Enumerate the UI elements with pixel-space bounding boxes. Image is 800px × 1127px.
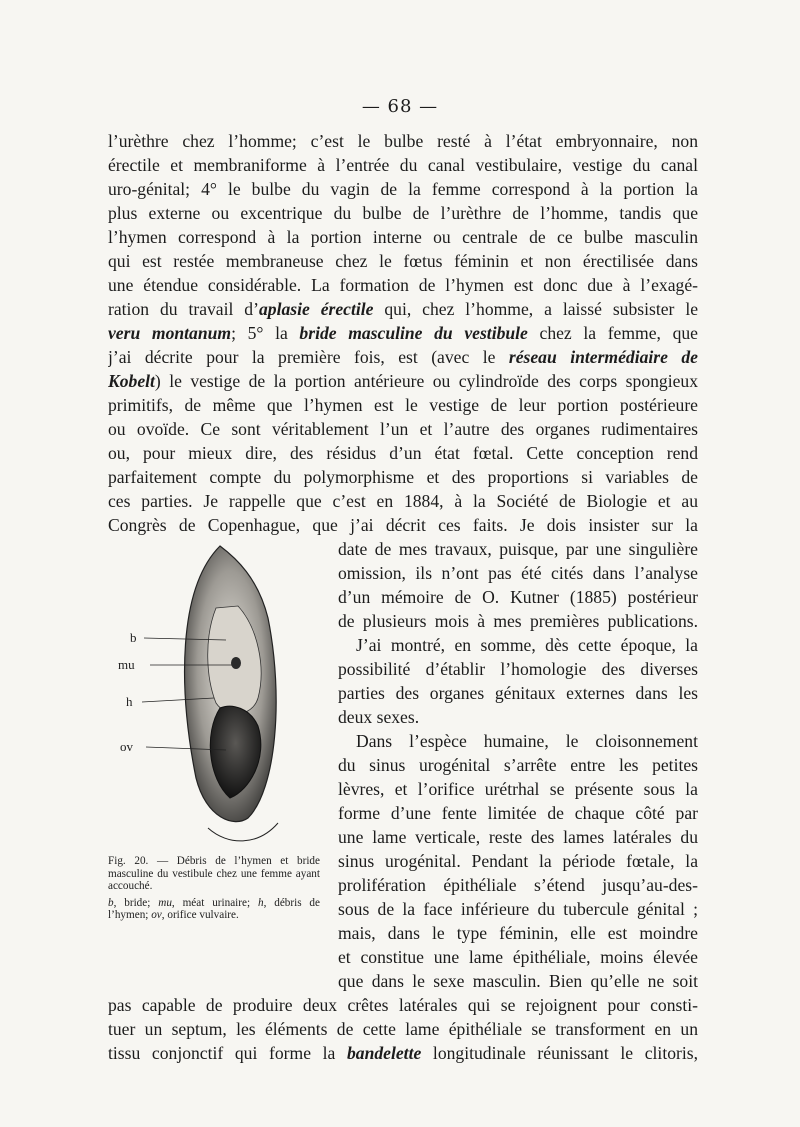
text-line: ou ovoïde. Ce sont véritablement l’un et l’autre des organes rudimentaires [108,419,698,439]
text-line: ration du travail d’aplasie érectile qui, chez l’homme, a laissé subsister le [108,299,698,319]
text-line: Kobelt) le vestige de la portion antérieure ou cylindroïde des corps spongieux [108,371,698,391]
text-line: que dans le sexe masculin. Bien qu’elle ne soit [338,971,698,991]
label-ov: ov [120,739,133,754]
text-line: sous de la face inférieure du tubercule génital ; [338,899,698,919]
text-line: parties des organes génitaux externes dans les [338,683,698,703]
text-line: lèvres, et l’orifice urétrhal se présente sous la [338,779,698,799]
text-line: forme d’une fente limitée de chaque côté par [338,803,698,823]
figure-caption [108,855,320,926]
label-h: h [126,694,133,709]
text-line: tissu conjonctif qui forme la bandelette longitudinale réunissant le clitoris, [108,1043,698,1063]
text-line: l’hymen correspond à la portion interne ou centrale de ce bulbe masculin [108,227,698,247]
meatus-mark [231,657,241,669]
text-line: érectile et membraniforme à l’entrée du canal vestibulaire, vestige du canal [108,155,698,175]
text-line: une étendue considérable. La formation de l’hymen est donc due à l’exagé- [108,275,698,295]
text-line: une lame verticale, reste des lames latérales du [338,827,698,847]
text-line: uro-génital; 4° le bulbe du vagin de la femme correspond à la portion la [108,179,698,199]
text-line: veru montanum; 5° la bride masculine du vestibule chez la femme, que [108,323,698,343]
text-line: qui est restée membraneuse chez le fœtus féminin et non érectilisée dans [108,251,698,271]
figure-20-illustration [108,528,328,848]
text-line: mais, dans le type féminin, elle est moindre [338,923,698,943]
text-line: date de mes travaux, puisque, par une singulière [338,539,698,559]
text-line: possibilité d’établir l’homologie des diverses [338,659,698,679]
text-line: Dans l’espèce humaine, le cloisonnement [356,731,698,751]
text-line: primitifs, de même que l’hymen est le vestige de leur portion postérieure [108,395,698,415]
text-line: sinus urogénital. Pendant la période fœtale, la [338,851,698,871]
text-line: ou, pour mieux dire, des résidus d’un état fœtal. Cette conception rend [108,443,698,463]
page-number: — 68 — [361,96,439,117]
caption-legend: b, bride; mu, méat urinaire; h, débris de l’hymen; ov, orifice vulvaire. [108,896,320,922]
text-line: J’ai montré, en somme, dès cette époque, la [356,635,698,655]
text-line: d’un mémoire de O. Kutner (1885) postérieur [338,587,698,607]
text-line: j’ai décrite pour la première fois, est (avec le réseau intermédiaire de [108,347,698,367]
text-line: et constitue une lame épithéliale, moins élevée [338,947,698,967]
label-mu: mu [118,657,135,672]
text-line: ces parties. Je rappelle que c’est en 1884, à la Société de Biologie et au [108,491,698,511]
text-line: parfaitement compte du polymorphisme et des proportions si variables de [108,467,698,487]
text-line: de plusieurs mois à mes premières publications. [338,611,698,631]
text-line: tuer un septum, les éléments de cette lame épithéliale se transforment en un [108,1019,698,1039]
text-line: plus externe ou excentrique du bulbe de l’urèthre de l’homme, tandis que [108,203,698,223]
text-line: Congrès de Copenhague, que j’ai décrit ces faits. Je dois insister sur la [108,515,698,535]
text-line: pas capable de produire deux crêtes latérales qui se rejoignent pour consti- [108,995,698,1015]
text-line: prolifération épithéliale s’étend jusqu’au-des- [338,875,698,895]
caption-title: Fig. 20. — Débris de l’hymen et bride masculine du vestibule chez une femme ayant accouché. [108,855,320,893]
label-b: b [130,630,137,645]
text-line: omission, ils n’ont pas été cités dans l’analyse [338,563,698,583]
text-line: du sinus urogénital s’arrête entre les petites [338,755,698,775]
text-line: deux sexes. [338,707,420,727]
text-line: l’urèthre chez l’homme; c’est le bulbe resté à l’état embryonnaire, non [108,131,698,151]
